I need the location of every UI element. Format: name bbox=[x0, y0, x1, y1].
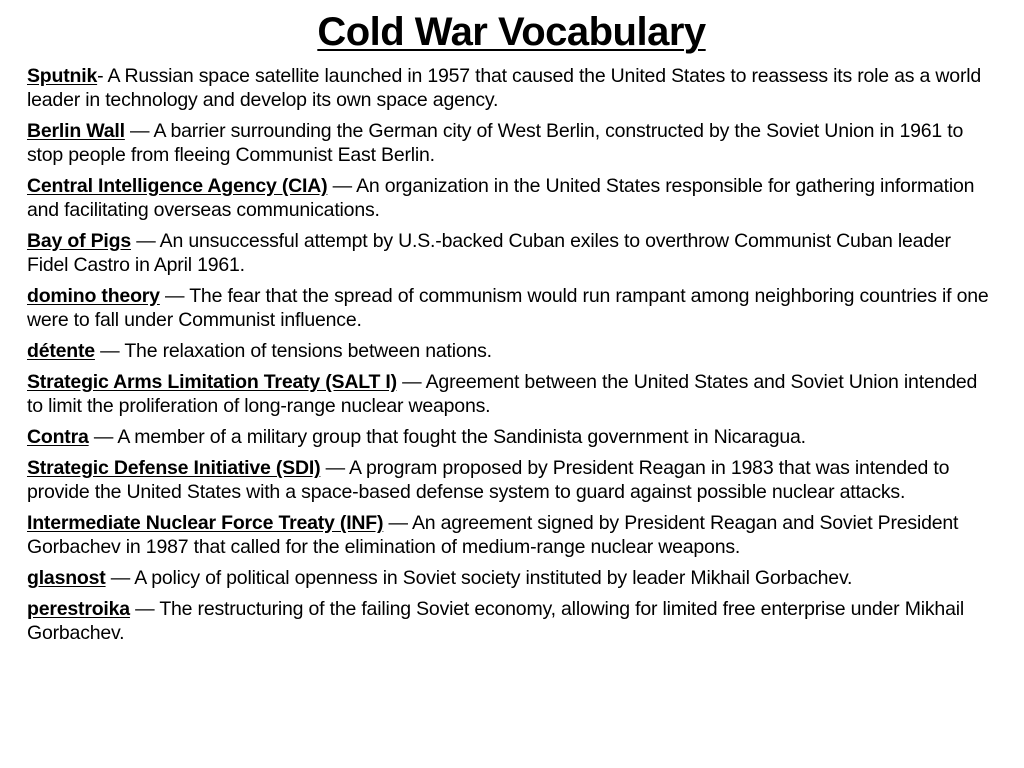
vocabulary-item bbox=[27, 174, 996, 222]
vocabulary-term: Contra bbox=[27, 426, 89, 448]
vocabulary-term: Strategic Defense Initiative (SDI) bbox=[27, 457, 321, 479]
term-separator: — bbox=[88, 426, 118, 448]
vocabulary-item bbox=[27, 284, 996, 332]
vocabulary-definition: A program proposed by President Reagan in 1983 that was intended to provide the United States with a space-based defense system to guard against possible nuclear attacks. bbox=[27, 457, 950, 503]
vocabulary-list bbox=[27, 64, 996, 645]
vocabulary-item bbox=[27, 339, 996, 363]
term-separator: — bbox=[124, 120, 154, 142]
vocabulary-definition: Agreement between the United States and Soviet Union intended to limit the proliferation of long-range nuclear weapons. bbox=[27, 371, 978, 417]
vocabulary-item bbox=[27, 597, 996, 645]
term-separator: — bbox=[396, 371, 426, 393]
term-separator: — bbox=[383, 512, 412, 534]
term-separator: — bbox=[327, 175, 357, 197]
term-separator: — bbox=[131, 230, 160, 252]
vocabulary-term: domino theory bbox=[27, 285, 160, 307]
vocabulary-definition: An unsuccessful attempt by U.S.-backed Cuban exiles to overthrow Communist Cuban leader Fidel Castro in April 1961. bbox=[27, 230, 951, 276]
vocabulary-definition: An agreement signed by President Reagan and Soviet President Gorbachev in 1987 that called for the elimination of medium-range nuclear weapons. bbox=[27, 512, 959, 558]
vocabulary-definition: The restructuring of the failing Soviet economy, allowing for limited free enterprise under Mikhail Gorbachev. bbox=[27, 598, 964, 644]
vocabulary-term: perestroika bbox=[27, 598, 130, 620]
vocabulary-term: détente bbox=[27, 340, 95, 362]
vocabulary-item bbox=[27, 425, 996, 449]
vocabulary-term: Bay of Pigs bbox=[27, 230, 131, 252]
vocabulary-item bbox=[27, 511, 996, 559]
term-separator: - bbox=[97, 65, 108, 87]
vocabulary-definition: A Russian space satellite launched in 1957 that caused the United States to reassess its role as a world leader in technology and develop its own space agency. bbox=[27, 65, 982, 111]
page-title bbox=[27, 8, 996, 56]
vocabulary-item bbox=[27, 119, 996, 167]
term-separator: — bbox=[129, 598, 160, 620]
vocabulary-term: Berlin Wall bbox=[27, 120, 125, 142]
vocabulary-definition: A member of a military group that fought the Sandinista government in Nicaragua. bbox=[117, 426, 806, 448]
vocabulary-definition: A barrier surrounding the German city of West Berlin, constructed by the Soviet Union in 1961 to stop people from fleeing Communist East Berlin. bbox=[27, 120, 964, 166]
term-separator: — bbox=[94, 340, 125, 362]
vocabulary-definition: The fear that the spread of communism would run rampant among neighboring countries if one were to fall under Communist influence. bbox=[27, 285, 989, 331]
vocabulary-term: Strategic Arms Limitation Treaty (SALT I) bbox=[27, 371, 397, 393]
vocabulary-definition: The relaxation of tensions between nations. bbox=[124, 340, 492, 362]
term-separator: — bbox=[105, 567, 135, 589]
vocabulary-definition: An organization in the United States responsible for gathering information and facilitating overseas communications. bbox=[27, 175, 975, 221]
vocabulary-definition: A policy of political openness in Soviet society instituted by leader Mikhail Gorbachev. bbox=[134, 567, 853, 589]
vocabulary-term: Central Intelligence Agency (CIA) bbox=[27, 175, 328, 197]
vocabulary-term: glasnost bbox=[27, 567, 106, 589]
vocabulary-item bbox=[27, 456, 996, 504]
vocabulary-item bbox=[27, 229, 996, 277]
term-separator: — bbox=[320, 457, 350, 479]
vocabulary-item bbox=[27, 566, 996, 590]
vocabulary-item bbox=[27, 64, 996, 112]
vocabulary-term: Intermediate Nuclear Force Treaty (INF) bbox=[27, 512, 384, 534]
term-separator: — bbox=[159, 285, 190, 307]
vocabulary-term: Sputnik bbox=[27, 65, 98, 87]
page-title-text: Cold War Vocabulary bbox=[317, 10, 706, 54]
vocabulary-item bbox=[27, 370, 996, 418]
